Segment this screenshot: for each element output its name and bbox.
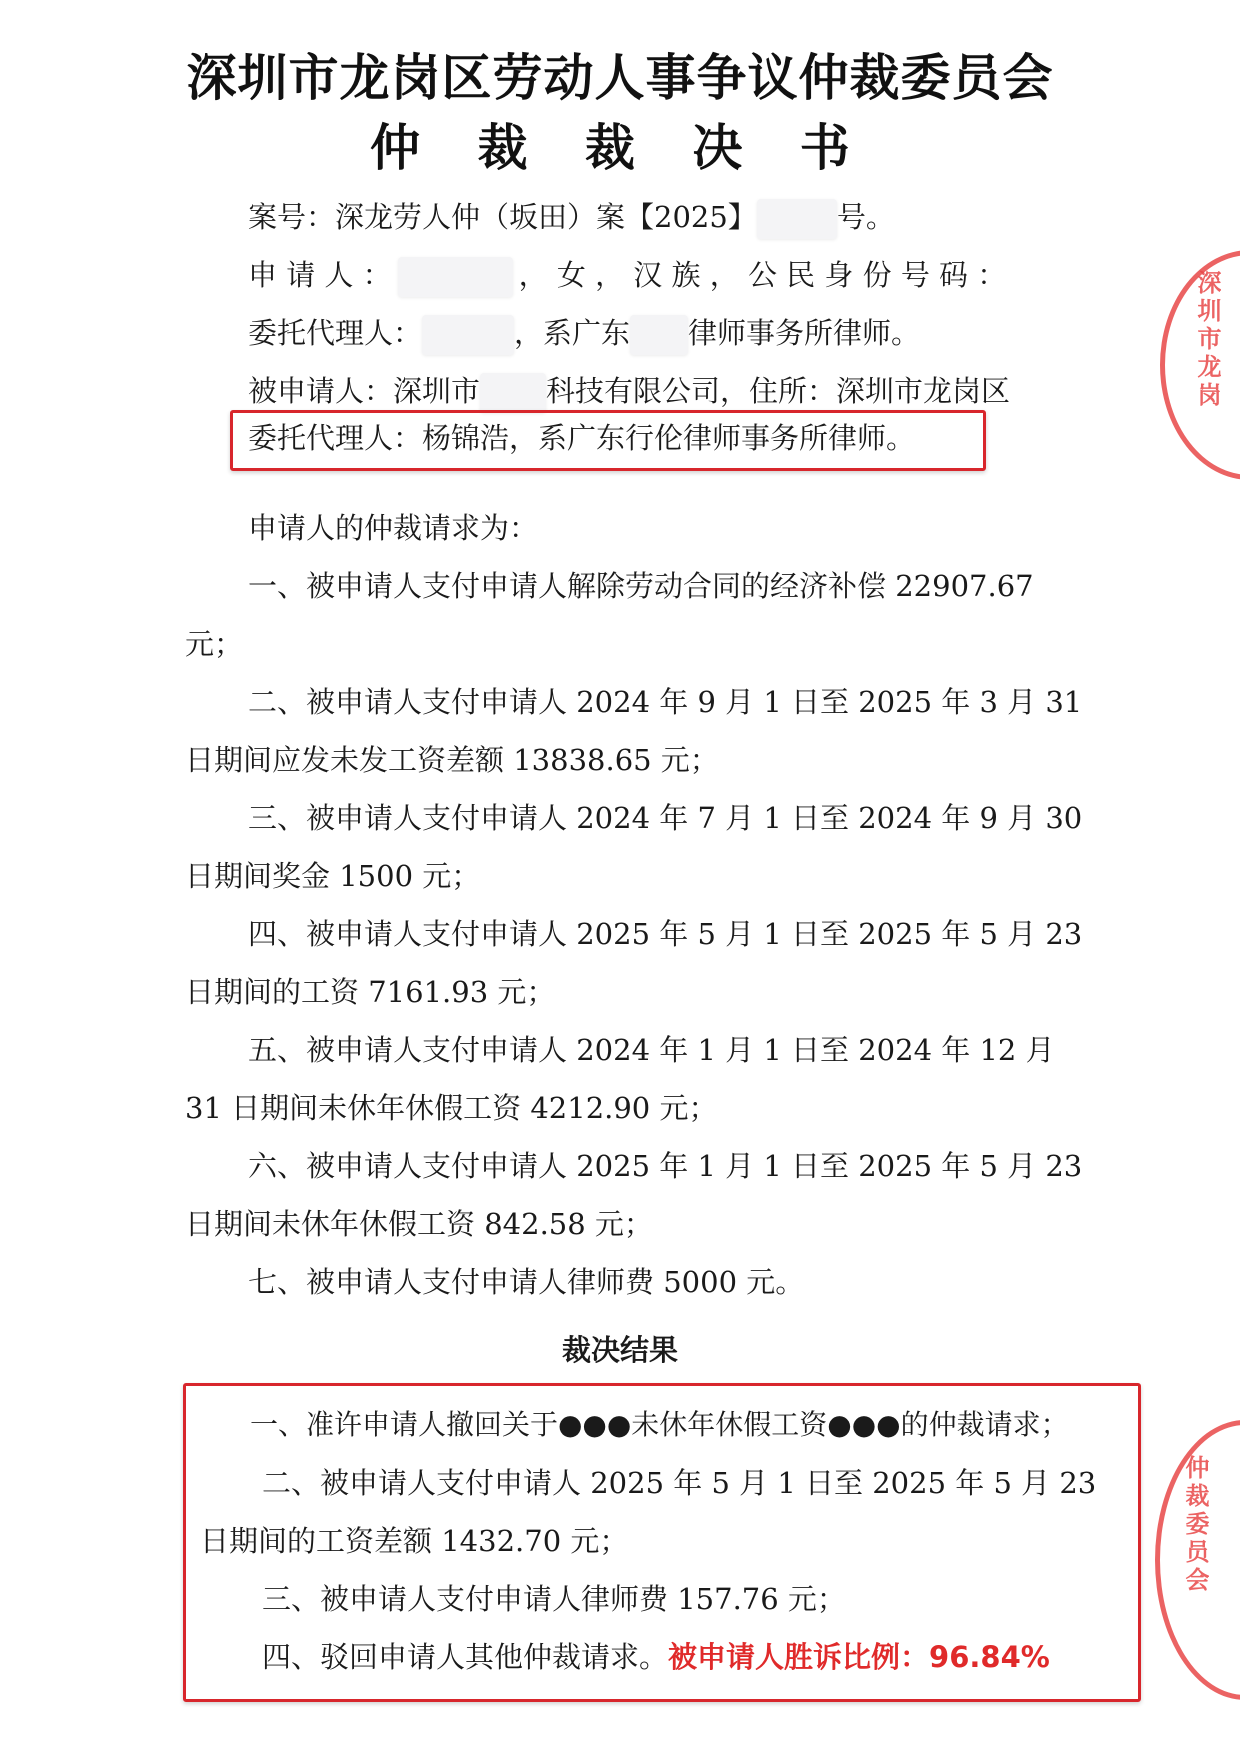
claims-heading: 申请人的仲裁请求为：	[248, 511, 539, 545]
claim-line: 四、被申请人支付申请人 2025 年 5 月 1 日至 2025 年 5 月 23	[248, 917, 1083, 951]
claim-line: 三、被申请人支付申请人 2024 年 7 月 1 日至 2024 年 9 月 30	[248, 801, 1083, 835]
case-number-prefix: 案号：深龙劳人仲（坂田）案【2025】	[248, 200, 757, 234]
claim-line: 七、被申请人支付申请人律师费 5000 元。	[248, 1265, 805, 1299]
result-line-final	[262, 1637, 1050, 1677]
applicant-line	[248, 255, 1006, 297]
result-line: 一、准许申请人撤回关于●●●未休年休假工资●●●的仲裁请求；	[250, 1408, 1069, 1441]
claim-line: 日期间应发未发工资差额 13838.65 元；	[185, 743, 719, 777]
applicant-suffix: ， 女 ， 汉 族 ， 公 民 身 份 号 码 ：	[518, 258, 1007, 292]
claim-line: 六、被申请人支付申请人 2025 年 1 月 1 日至 2025 年 5 月 23	[248, 1149, 1083, 1183]
claim-line: 31 日期间未休年休假工资 4212.90 元；	[185, 1091, 718, 1125]
respondent-prefix: 被申请人：深圳市	[248, 374, 481, 408]
applicant-agent-prefix: 委托代理人：	[248, 316, 423, 350]
result-heading: 裁决结果	[561, 1333, 678, 1367]
applicant-name-redaction	[398, 257, 513, 297]
result-line: 日期间的工资差额 1432.70 元；	[200, 1524, 629, 1558]
claim-line: 元；	[185, 627, 244, 661]
respondent-suffix: 科技有限公司，住所：深圳市龙岗区	[546, 374, 1011, 408]
win-ratio-highlight: 被申请人胜诉比例：96.84%	[668, 1640, 1050, 1674]
case-number-suffix: 号。	[836, 200, 895, 234]
respondent-name-redaction	[480, 373, 546, 413]
applicant-agent-mid: ，系广东	[514, 316, 631, 350]
applicant-agent-redaction	[422, 315, 514, 355]
document-org-title: 深圳市龙岗区劳动人事争议仲裁委员会	[186, 49, 1054, 107]
claim-line: 二、被申请人支付申请人 2024 年 9 月 1 日至 2025 年 3 月 31	[248, 685, 1083, 719]
claim-line: 五、被申请人支付申请人 2024 年 1 月 1 日至 2024 年 12 月	[248, 1033, 1055, 1067]
result-line: 三、被申请人支付申请人律师费 157.76 元；	[262, 1582, 846, 1616]
law-firm-redaction	[630, 315, 688, 355]
case-number-line	[248, 197, 895, 239]
document-type-title: 仲 裁 裁 决 书	[370, 119, 870, 177]
seal-text-top: 深圳市龙岗	[1193, 270, 1221, 410]
respondent-line	[248, 371, 1010, 413]
applicant-agent-suffix: 律师事务所律师。	[688, 316, 921, 350]
case-number-redaction	[757, 199, 837, 239]
respondent-agent-line: 委托代理人：杨锦浩，系广东行伦律师事务所律师。	[248, 421, 916, 455]
claim-line: 日期间奖金 1500 元；	[185, 859, 481, 893]
claim-line: 日期间未休年休假工资 842.58 元；	[185, 1207, 653, 1241]
result-line: 二、被申请人支付申请人 2025 年 5 月 1 日至 2025 年 5 月 23	[262, 1466, 1097, 1500]
applicant-agent-line	[248, 313, 920, 355]
applicant-prefix: 申 请 人 ：	[248, 258, 392, 292]
claim-line: 一、被申请人支付申请人解除劳动合同的经济补偿 22907.67	[248, 569, 1034, 603]
claim-line: 日期间的工资 7161.93 元；	[185, 975, 556, 1009]
result-line-reject: 四、驳回申请人其他仲裁请求。	[262, 1640, 669, 1674]
seal-text-bottom: 仲裁委员会	[1181, 1455, 1209, 1595]
